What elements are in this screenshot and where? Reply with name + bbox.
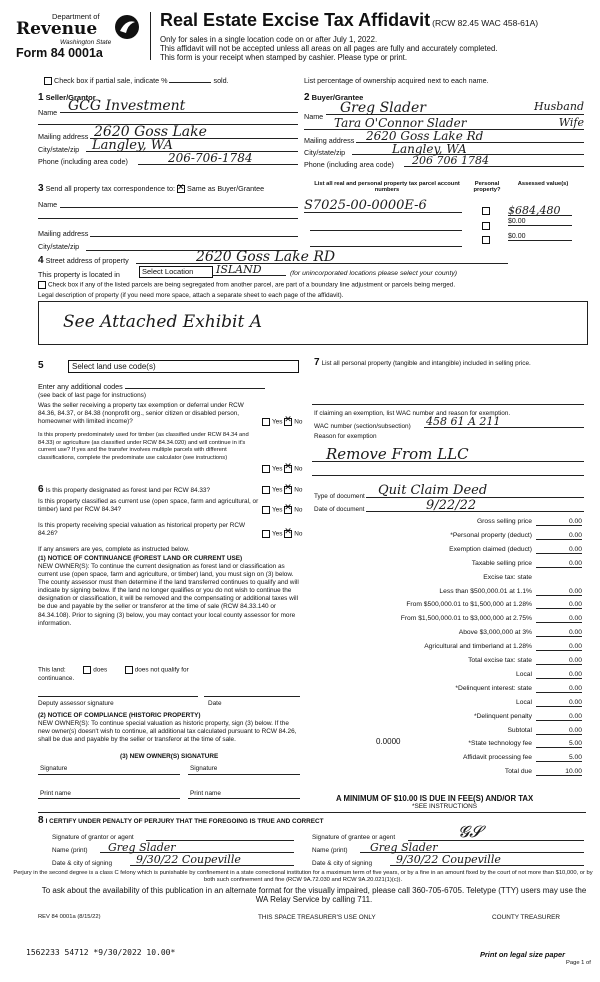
seller-addr-label: Mailing address — [38, 132, 89, 141]
forest-q2: Is this property classified as current use (open space, farm and agricultural, or timber) land per RCW 84.34? — [38, 498, 259, 513]
buyer-name-field-2[interactable]: Tara O'Connor Slader Wife — [304, 116, 584, 130]
new-owner-sig-1[interactable] — [38, 774, 180, 775]
partial-sale-row — [44, 76, 229, 85]
accessibility-notice: To ask about the availability of this publication in an alternate format for the visually impaired, please call 360-705-6705. Teletype (TTY) users may use the WA Relay Service by calling 711. — [41, 886, 587, 904]
tax-row-label: Agricultural and timberland at 1.28% — [424, 643, 532, 651]
print-note: Print on legal size paper — [480, 950, 566, 959]
wac-field[interactable]: 458 61 A 211 — [424, 415, 584, 428]
tax-row-label: *State technology fee — [468, 740, 532, 748]
seller-city-label: City/state/zip — [38, 145, 80, 154]
exemption-no-checkbox[interactable]: ✕ — [284, 414, 292, 424]
buyer-phone-field[interactable]: 206 706 1784 — [404, 154, 584, 167]
grantee-date-label: Date & city of signing — [312, 860, 373, 867]
tax-row — [312, 768, 582, 779]
tax-row — [312, 685, 582, 696]
grantee-date-field[interactable]: 9/30/22 Coupeville — [390, 853, 584, 866]
grantee-name-label: Name (print) — [312, 847, 348, 854]
corr-addr-field[interactable] — [90, 226, 298, 237]
grantor-name-label: Name (print) — [52, 847, 88, 854]
segregated-checkbox[interactable] — [38, 281, 46, 289]
tax-row-value[interactable]: 0.00 — [536, 727, 582, 735]
tax-row — [312, 657, 582, 668]
tax-row-label: Excise tax: state — [483, 573, 532, 581]
notice1-body: NEW OWNER(S): To continue the current designation as forest land or classification as current use (open space, farm and agriculture, or timber) land, you must sign on (3) below. The county assessor must then determine if the land transferred continues to qualify and will indicate by signing below. If the land no longer qualifies or you do not wish to continue the designation or classification, it will be removed and the compensating or additional taxes will be due and payable by the seller or transferor at the time of sale (RCW 84.33.140 or 84.34.108). Prior to signing (3) below, you may contact your local county assessor for more information. — [38, 563, 299, 627]
personal-checkbox-3[interactable] — [482, 236, 490, 244]
new-owner-sig-title: (3) NEW OWNER(S) SIGNATURE — [120, 753, 219, 760]
ownership-note: List percentage of ownership acquired next to each name. — [304, 76, 489, 85]
tax-row — [312, 727, 582, 738]
assessed-value-1[interactable]: $684,480 — [508, 204, 572, 216]
grantor-sig-field[interactable] — [146, 832, 294, 841]
tax-row — [312, 560, 582, 571]
tax-row-value[interactable]: 0.00 — [536, 685, 582, 693]
see-instructions: *SEE INSTRUCTIONS — [412, 803, 477, 810]
tax-row-value[interactable]: 0.00 — [536, 601, 582, 609]
doc-date-field[interactable]: 9/22/22 — [366, 498, 584, 512]
land-does-checkbox[interactable] — [83, 666, 91, 674]
tax-row-value[interactable]: 0.00 — [536, 532, 582, 540]
rcw-text: (RCW 82.45 WAC 458-61A) — [432, 18, 539, 28]
tax-row — [312, 574, 582, 585]
tax-row — [312, 615, 582, 626]
tax-row-label: Total due — [504, 768, 532, 776]
seller-city-field[interactable]: Langley, WA — [86, 138, 298, 152]
treasurer-use-only: THIS SPACE TREASURER'S USE ONLY — [258, 914, 376, 921]
forest-q1: 6 Is this property designated as forest land per RCW 84.33? — [38, 484, 211, 495]
grantor-date-field[interactable]: 9/30/22 Coupeville — [130, 853, 294, 866]
tax-row — [312, 601, 582, 612]
wac-label: WAC number (section/subsection) — [314, 423, 411, 430]
forest-q3-yes-no: Yes ✕ No — [262, 530, 302, 538]
new-owner-sig-2[interactable] — [188, 774, 300, 775]
new-owner-print-1[interactable] — [38, 798, 180, 799]
buyer-heading: 2 Buyer/Grantee — [304, 92, 364, 103]
dor-logo — [14, 12, 144, 60]
cashier-stamp: 1562233 54712 *9/30/2022 10.00* — [26, 948, 176, 957]
timber-yes-no: Yes ✕ No — [262, 465, 302, 473]
segregated-row: Check box if any of the listed parcels are being segregated from another parcel, are part of a boundary line adjustment or parcels being merged. — [38, 281, 455, 289]
perjury-notice: Perjury in the second degree is a class C felony which is punishable by confinement in a state correctional institution for a maximum term of five years, or by a fine in an amount fixed by the court of not more than $10,000, or by both such confinement and fine (RCW 9A.72.030 and RCW 9A.20.021(1)(c)). — [13, 870, 593, 883]
tax-row-value[interactable]: 0.00 — [536, 588, 582, 596]
dept-line2: Revenue — [16, 19, 98, 39]
buyer-name-field-1[interactable]: Greg Slader Husband — [326, 100, 584, 115]
personal-checkbox-1[interactable] — [482, 207, 490, 215]
tax-row — [312, 671, 582, 682]
assessed-header: Assessed value(s) — [517, 181, 569, 187]
sub-line3: This form is your receipt when stamped by cashier. Please type or print. — [160, 53, 408, 62]
tax-row — [312, 629, 582, 640]
title-text: Real Estate Excise Tax Affidavit — [160, 10, 431, 30]
parcel-field-1[interactable]: S7025-00-0000E-6 — [304, 198, 462, 213]
grantor-name-field[interactable]: Greg Slader — [100, 841, 294, 853]
tax-row-label: *Personal property (deduct) — [450, 531, 532, 539]
this-land-row: This land: does does not qualify for — [38, 666, 189, 674]
seller-phone-label: Phone (including area code) — [38, 157, 128, 166]
seller-name-label: Name — [38, 108, 58, 117]
county-treasurer: COUNTY TREASURER — [492, 914, 560, 921]
same-as-buyer-checkbox[interactable]: ✕ — [177, 182, 185, 193]
tax-row-label: From $500,000.01 to $1,500,000 at 1.28% — [406, 601, 532, 609]
timber-question: Is this property predominately used for timber (as classified under RCW 84.34 and 84.33) or agriculture (as classified under RCW 84.34.020) and will continue in it's current use? If yes and the transfer involves multiple parcels with different classifications, complete the predominate use calculator (see instructions) — [38, 432, 249, 461]
page-number: Page 1 of — [566, 960, 591, 966]
forest-yes-checkbox[interactable] — [262, 486, 270, 494]
tax-row-value[interactable]: 0.00 — [536, 546, 582, 554]
tax-row-label: *Delinquent interest: state — [455, 684, 532, 692]
dept-line3: Washington State — [60, 39, 112, 46]
tax-row-label: Taxable selling price — [471, 559, 532, 567]
tax-row-value[interactable]: 0.00 — [536, 643, 582, 651]
tax-row-value[interactable]: 0.00 — [536, 518, 582, 526]
tax-row-value[interactable]: 5.00 — [536, 754, 582, 762]
tax-row — [312, 643, 582, 654]
tax-row-label: Subtotal — [507, 726, 532, 734]
tax-row-value[interactable]: 0.00 — [536, 657, 582, 665]
exemption-question: Was the seller receiving a property tax exemption or deferral under RCW 84.36, 84.37, or 84.38 (nonprofit org., senior citizen or disabled person, homeowner with limited income)? — [38, 402, 244, 425]
sub-line1: Only for sales in a single location code on or after July 1, 2022. — [160, 35, 378, 44]
codes-label: Enter any additional codes — [38, 382, 265, 391]
forest-q3: Is this property receiving special valuation as historical property per RCW 84.26? — [38, 522, 246, 537]
land-does-not-checkbox[interactable] — [125, 666, 133, 674]
corr-addr-label: Mailing address — [38, 229, 89, 238]
tax-row-value[interactable]: 0.00 — [536, 615, 582, 623]
exemption-instr: If claiming an exemption, list WAC number and reason for exemption. — [314, 410, 511, 417]
corr-city-label: City/state/zip — [38, 242, 80, 251]
located-row: This property is located in — [38, 270, 120, 279]
notice2-body: NEW OWNER(S): To continue special valuation as historic property, sign (3) below. If the new owner(s) doesn't wish to continue, all additional tax calculated pursuant to RCW 84.26, shall be due and payable by the seller or transferor at the time of sale. — [38, 720, 297, 744]
street-row: 4 Street address of property — [38, 255, 129, 266]
current-use-no-checkbox[interactable]: ✕ — [284, 502, 292, 512]
assessed-value-3[interactable]: $0.00 — [508, 233, 572, 241]
buyer-city-field[interactable]: Langley, WA — [352, 142, 584, 155]
buyer-addr-label: Mailing address — [304, 136, 355, 145]
tax-row — [312, 518, 582, 529]
print-name-label-1: Print name — [40, 790, 71, 797]
timber-no-checkbox[interactable]: ✕ — [284, 461, 292, 471]
signature-label-1: Signature — [40, 765, 68, 772]
grantee-name-field[interactable]: Greg Slader — [360, 841, 584, 853]
grantee-sig-field[interactable]: 𝓖𝓢 — [408, 822, 584, 841]
reason-label: Reason for exemption — [314, 433, 377, 440]
dor-logo-icon — [114, 14, 140, 40]
form-number: Form 84 0001a — [16, 46, 103, 60]
location-select[interactable]: Select Location — [139, 266, 213, 278]
doc-date-label: Date of document — [314, 506, 365, 513]
seller-name-field[interactable]: GCG Investment — [60, 98, 298, 113]
land-use-select[interactable]: Select land use code(s) — [68, 360, 299, 373]
forest-q1-yes-no: Yes ✕ No — [262, 486, 302, 494]
personal-property-header: Personal property? — [473, 181, 501, 193]
tax-row — [312, 754, 582, 765]
buyer-phone-label: Phone (including area code) — [304, 160, 394, 169]
partial-sold: sold. — [213, 76, 229, 85]
grantor-sig-label: Signature of grantor or agent — [52, 834, 134, 841]
tax-row-value[interactable]: 0.00 — [536, 560, 582, 568]
tax-row-value[interactable]: 0.00 — [536, 699, 582, 707]
tax-row-label: *Delinquent penalty — [474, 712, 532, 720]
tax-row — [312, 740, 582, 751]
buyer-name-label: Name — [304, 112, 324, 121]
historic-yes-checkbox[interactable] — [262, 530, 270, 538]
forest-no-checkbox[interactable]: ✕ — [284, 482, 292, 492]
corr-name-label: Name — [38, 200, 58, 209]
timber-yes-checkbox[interactable] — [262, 465, 270, 473]
street-address-field[interactable]: 2620 Goss Lake RD — [136, 249, 508, 264]
buyer-addr-field[interactable]: 2620 Goss Lake Rd — [356, 129, 584, 143]
new-owner-print-2[interactable] — [188, 798, 300, 799]
tax-row-value[interactable]: 0.00 — [536, 629, 582, 637]
tax-row-value[interactable]: 0.00 — [536, 713, 582, 721]
dept-line1: Department of — [52, 12, 100, 21]
deputy-label: Deputy assessor signature — [38, 700, 114, 707]
continuance-label: continuance. — [38, 675, 75, 682]
tax-row-label: Total excise tax: state — [468, 657, 532, 664]
tax-row — [312, 588, 582, 599]
deputy-signature-field[interactable] — [38, 696, 198, 697]
corr-name-field[interactable] — [60, 197, 298, 208]
parcel-header: List all real and personal property tax parcel account numbers — [314, 181, 460, 193]
buyer-city-label: City/state/zip — [304, 148, 346, 157]
print-name-label-2: Print name — [190, 790, 221, 797]
minimum-due: A MINIMUM OF $10.00 IS DUE IN FEE(S) AND/OR TAX — [336, 794, 534, 803]
reason-field[interactable]: Remove From LLC — [312, 445, 584, 462]
rev-number: REV 84 0001a (8/15/22) — [38, 914, 101, 920]
codes-note: (see back of last page for instructions) — [38, 392, 146, 399]
partial-sale-checkbox[interactable] — [44, 77, 52, 85]
notice2-title: (2) NOTICE OF COMPLIANCE (HISTORIC PROPERTY) — [38, 712, 201, 719]
tax-row-label: From $1,500,000.01 to $3,000,000 at 2.75% — [400, 615, 532, 623]
tax-row-value[interactable]: 0.00 — [536, 671, 582, 679]
tax-row-label: Local — [516, 670, 532, 678]
seller-phone-field[interactable]: 206-706-1784 — [138, 151, 298, 165]
legal-label: Legal description of property (if you need more space, attach a separate sheet to each page of the affidavit). — [38, 292, 344, 299]
parcel-field-3[interactable] — [310, 240, 462, 247]
doc-type-field[interactable]: Quit Claim Deed — [366, 483, 584, 498]
notice1-title: (1) NOTICE OF CONTINUANCE (FOREST LAND OR CURRENT USE) — [38, 555, 243, 562]
tax-row-label: Affidavit processing fee — [462, 754, 532, 762]
if-yes-note: If any answers are yes, complete as instructed below. — [38, 546, 190, 553]
signature-label-2: Signature — [190, 765, 218, 772]
parcel-field-2[interactable] — [310, 224, 462, 231]
tax-row-value[interactable]: 5.00 — [536, 740, 582, 748]
tax-row — [312, 546, 582, 557]
certify-heading: 8 I CERTIFY UNDER PENALTY OF PERJURY THAT THE FOREGOING IS TRUE AND CORRECT — [38, 815, 324, 826]
personal-checkbox-2[interactable] — [482, 222, 490, 230]
exemption-yes-no: Yes ✕ No — [262, 418, 302, 426]
sub-line2: This affidavit will not be accepted unless all areas on all pages are fully and accurately completed. — [160, 44, 498, 53]
tax-row — [312, 713, 582, 724]
tax-row-label: Above $3,000,000 at 3% — [458, 629, 532, 637]
legal-description-box[interactable]: See Attached Exhibit A — [38, 301, 588, 345]
local-rate[interactable]: 0.0000 — [376, 737, 401, 746]
deputy-date-field[interactable] — [204, 696, 300, 697]
assessed-value-2[interactable]: $0.00 — [508, 218, 572, 226]
partial-label: Check box if partial sale, indicate % — [54, 76, 168, 85]
historic-no-checkbox[interactable]: ✕ — [284, 526, 292, 536]
grantor-date-label: Date & city of signing — [52, 860, 113, 867]
tax-row-label: Less than $500,000.01 at 1.1% — [439, 587, 532, 595]
current-use-yes-checkbox[interactable] — [262, 506, 270, 514]
doc-type-label: Type of document — [314, 493, 365, 500]
tax-row — [312, 532, 582, 543]
exemption-yes-checkbox[interactable] — [262, 418, 270, 426]
seller-addr-field[interactable]: 2620 Goss Lake — [90, 124, 298, 139]
tax-row — [312, 699, 582, 710]
grantee-sig-label: Signature of grantee or agent — [312, 834, 396, 841]
seller-heading: 1 Seller/Grantor — [38, 92, 96, 103]
tax-row-value[interactable]: 10.00 — [536, 768, 582, 776]
tax-row-label: Exemption claimed (deduct) — [449, 545, 532, 553]
location-value[interactable]: ISLAND — [212, 263, 286, 276]
section7-heading: 7 List all personal property (tangible and intangible) included in selling price. — [314, 357, 531, 368]
section5-number: 5 — [38, 360, 44, 371]
form-title — [160, 10, 538, 31]
unincorp-note: (for unincorporated locations please select your county) — [290, 270, 457, 277]
deputy-date-label: Date — [208, 700, 222, 707]
tax-row-label: Gross selling price — [476, 518, 532, 525]
forest-q2-yes-no: Yes ✕ No — [262, 506, 302, 514]
tax-row-label: Local — [516, 698, 532, 706]
correspondence-heading: 3 Send all property tax correspondence to: ✕ Same as Buyer/Grantee — [38, 182, 265, 194]
